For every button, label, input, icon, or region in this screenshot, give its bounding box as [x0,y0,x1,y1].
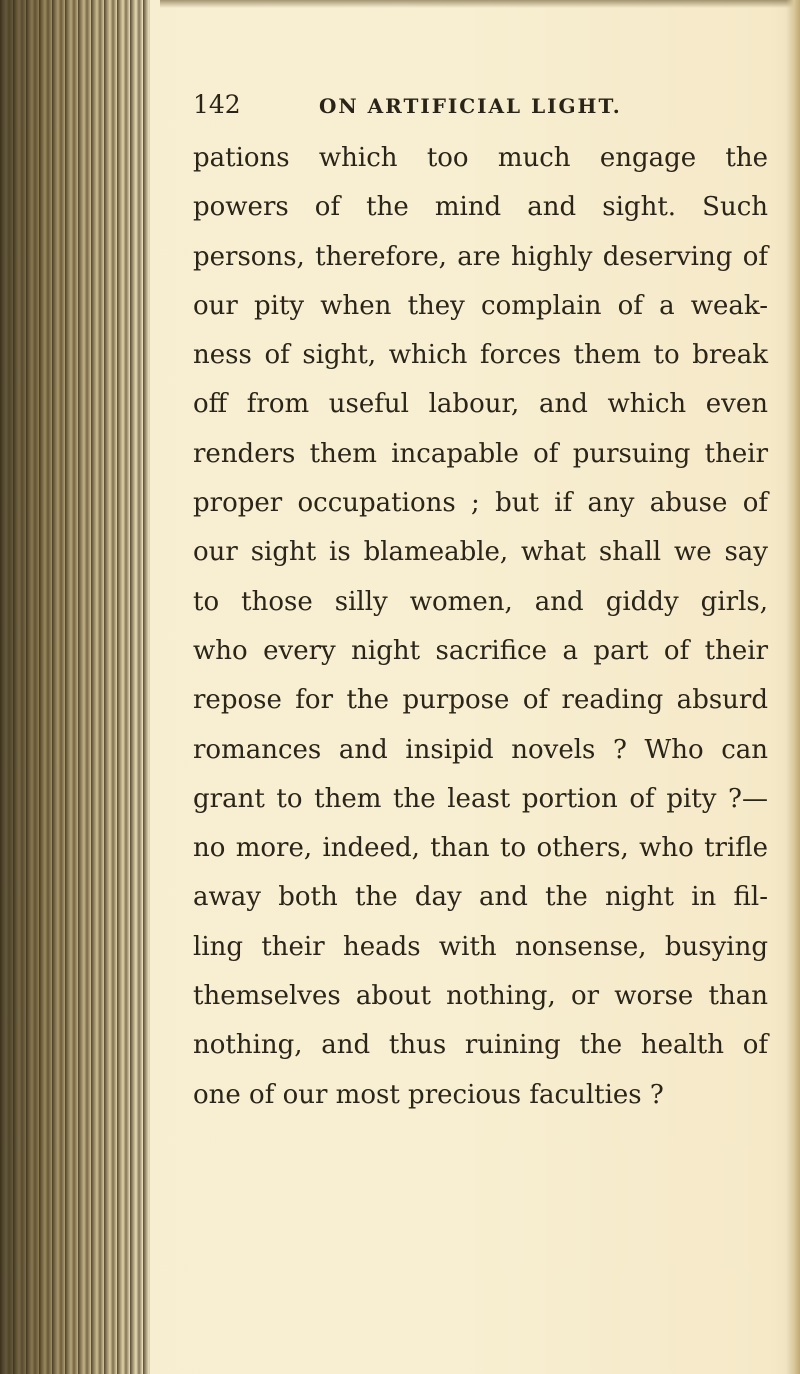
page-top-edge [160,0,800,8]
text-line: ling their heads with nonsense, busying [193,931,768,962]
text-line: proper occupations ; but if any abuse of [193,488,768,519]
text-line: renders them incapable of pursuing their [193,438,768,469]
text-line: persons, therefore, are highly deserving of [193,241,768,272]
book-binding-edge [0,0,150,1374]
text-line: grant to them the least portion of pity ?— [193,783,768,814]
page-right-edge [786,0,800,1374]
text-line: our pity when they complain of a weak- [193,290,768,321]
text-line: powers of the mind and sight. Such [193,192,768,223]
text-line: no more, indeed, than to others, who trifle [193,833,768,864]
page-number: 142 [193,90,241,119]
text-line: pations which too much engage the [193,143,768,173]
text-line: romances and insipid novels ? Who can [193,734,768,765]
text-line: our sight is blameable, what shall we say [193,537,768,568]
running-head: ON ARTIFICIAL LIGHT. [319,94,622,118]
page-header [193,90,753,130]
text-line: themselves about nothing, or worse than [193,981,768,1012]
text-line: nothing, and thus ruining the health of [193,1030,768,1061]
text-line: one of our most precious faculties ? [193,1079,664,1110]
text-line: ness of sight, which forces them to break [193,340,768,371]
text-line: who every night sacrifice a part of their [193,635,768,666]
text-line: off from useful labour, and which even [193,389,768,420]
text-line: away both the day and the night in fil- [193,882,768,913]
text-line: repose for the purpose of reading absurd [193,685,768,716]
body-text [193,134,768,1120]
text-line: to those silly women, and giddy girls, [193,586,768,617]
